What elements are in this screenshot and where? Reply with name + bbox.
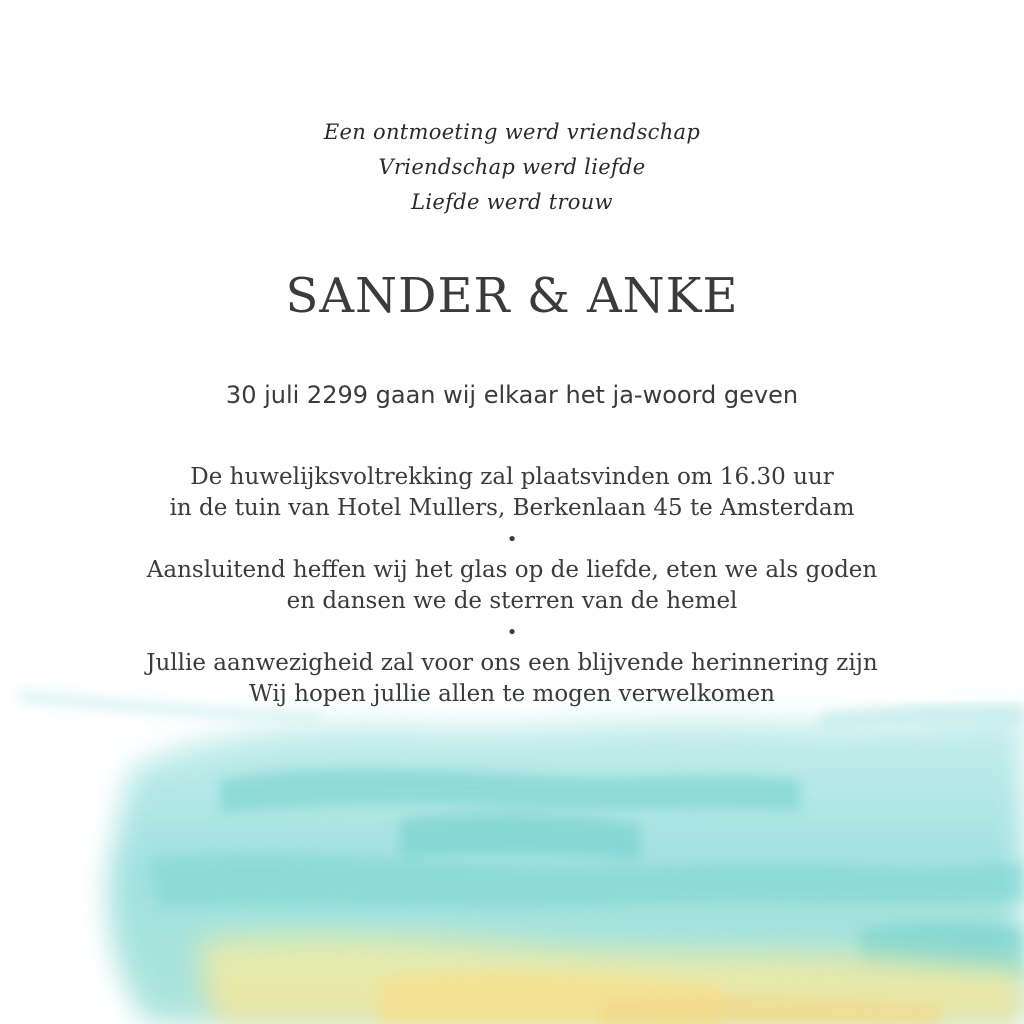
poem-line-1: Een ontmoeting werd vriendschap: [323, 120, 701, 144]
poem-line-2: Vriendschap werd liefde: [378, 155, 646, 179]
closing-line-1: Jullie aanwezigheid zal voor ons een blijvende herinnering zijn: [146, 650, 878, 676]
couple-names: SANDER & ANKE: [285, 268, 739, 324]
reception-line-1: Aansluitend heffen wij het glas op de liefde, eten we als goden: [146, 557, 878, 583]
event-details: [0, 462, 1024, 710]
poem: [0, 115, 1024, 220]
separator-bullet: •: [506, 529, 518, 550]
closing-line-2: Wij hopen jullie allen te mogen verwelkomen: [249, 681, 775, 707]
reception-line-2: en dansen we de sterren van de hemel: [286, 588, 738, 614]
ceremony-line-1: De huwelijksvoltrekking zal plaatsvinden om 16.30 uur: [190, 464, 834, 490]
poem-line-3: Liefde werd trouw: [411, 190, 613, 214]
wedding-date-line: 30 juli 2299 gaan wij elkaar het ja-woord geven: [225, 381, 799, 409]
ceremony-line-2: in de tuin van Hotel Mullers, Berkenlaan 45 te Amsterdam: [169, 495, 855, 521]
separator-bullet: •: [506, 622, 518, 643]
